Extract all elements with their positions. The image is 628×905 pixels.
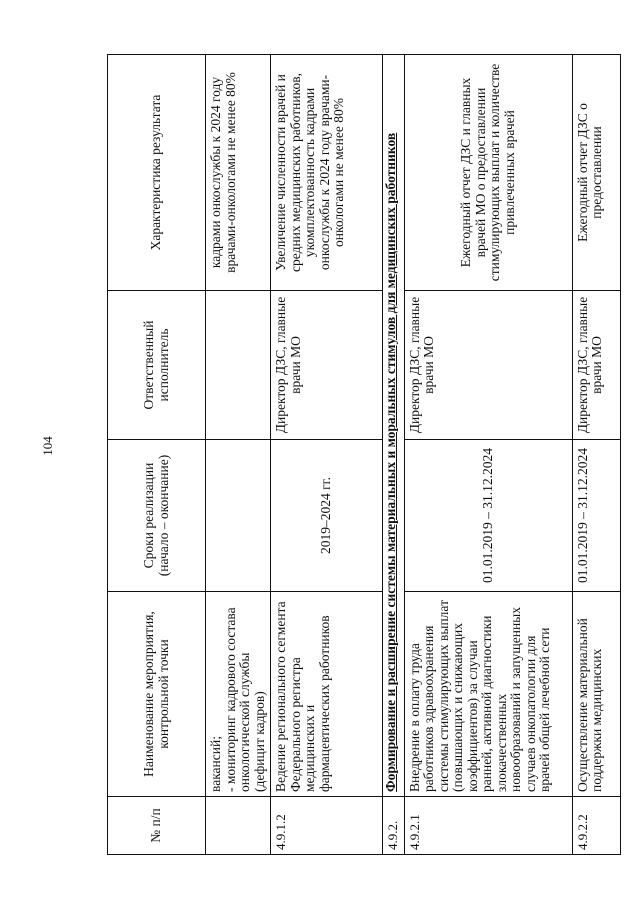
row-result: Ежегодный отчет ДЗС о предоставлении — [572, 55, 620, 291]
row-name: Осуществление материальной поддержки медицинских — [572, 592, 620, 797]
measures-table — [107, 54, 621, 855]
row-result: кадрами онкослужбы к 2024 году врачами-онкологами не менее 80% — [206, 55, 271, 291]
row-name — [206, 592, 271, 797]
row-num: 4.9.2.1 — [404, 797, 572, 855]
row-num: 4.9.2.2 — [572, 797, 620, 855]
row-result: Увеличение численности врачей и средних медицинских работников, укомплектованность кадрами онкослужбы к 2024 году врачами-онкологами не менее 80% — [271, 55, 383, 291]
table-row — [206, 55, 271, 855]
section-title: Формирование и расширение системы материальных и моральных стимулов для медицинских работников — [383, 55, 405, 797]
row-responsible — [206, 291, 271, 440]
row-result: Ежегодный отчет ДЗС и главных врачей МО о предоставлении стимулирующих выплат и количестве привлеченных врачей — [404, 55, 572, 291]
row-name-line: вакансий; — [208, 736, 223, 792]
header-name: Наименование мероприятия, контрольной точки — [108, 592, 206, 797]
row-responsible: Директор ДЗС, главные врачи МО — [404, 291, 572, 440]
header-result: Характеристика результата — [108, 55, 206, 291]
page-number: 104 — [39, 436, 55, 456]
section-row — [383, 55, 405, 855]
rotated-table-container — [107, 55, 609, 855]
header-responsible: Ответственный исполнитель — [108, 291, 206, 440]
row-num: 4.9.1.2 — [271, 797, 383, 855]
row-name: Внедрение в оплату труда работников здравоохранения системы стимулирующих выплат (повышающих и снижающих коэффициентов) за случаи ранней, активной диагностики злокачественных новообразований и запущенных случаев онкопатологии для врачей общей лечебной сети — [404, 592, 572, 797]
row-num — [206, 797, 271, 855]
row-dates: 01.01.2019 – 31.12.2024 — [572, 440, 620, 592]
table-row — [404, 55, 572, 855]
table-header-row — [108, 55, 206, 855]
table-row — [271, 55, 383, 855]
row-name: Ведение регионального сегмента Федерального регистра медицинских и фармацевтических работников — [271, 592, 383, 797]
row-name-line: - мониторинг кадрового состава онкологической службы (дефицит кадров) — [222, 607, 267, 792]
table-row — [572, 55, 620, 855]
header-dates: Сроки реализации (начало – окончание) — [108, 440, 206, 592]
row-dates: 01.01.2019 – 31.12.2024 — [404, 440, 572, 592]
section-num: 4.9.2. — [383, 797, 405, 855]
row-dates: 2019–2024 гг. — [271, 440, 383, 592]
row-responsible: Директор ДЗС, главные врачи МО — [572, 291, 620, 440]
row-dates — [206, 440, 271, 592]
row-responsible: Директор ДЗС, главные врачи МО — [271, 291, 383, 440]
header-num: № п/п — [108, 797, 206, 855]
